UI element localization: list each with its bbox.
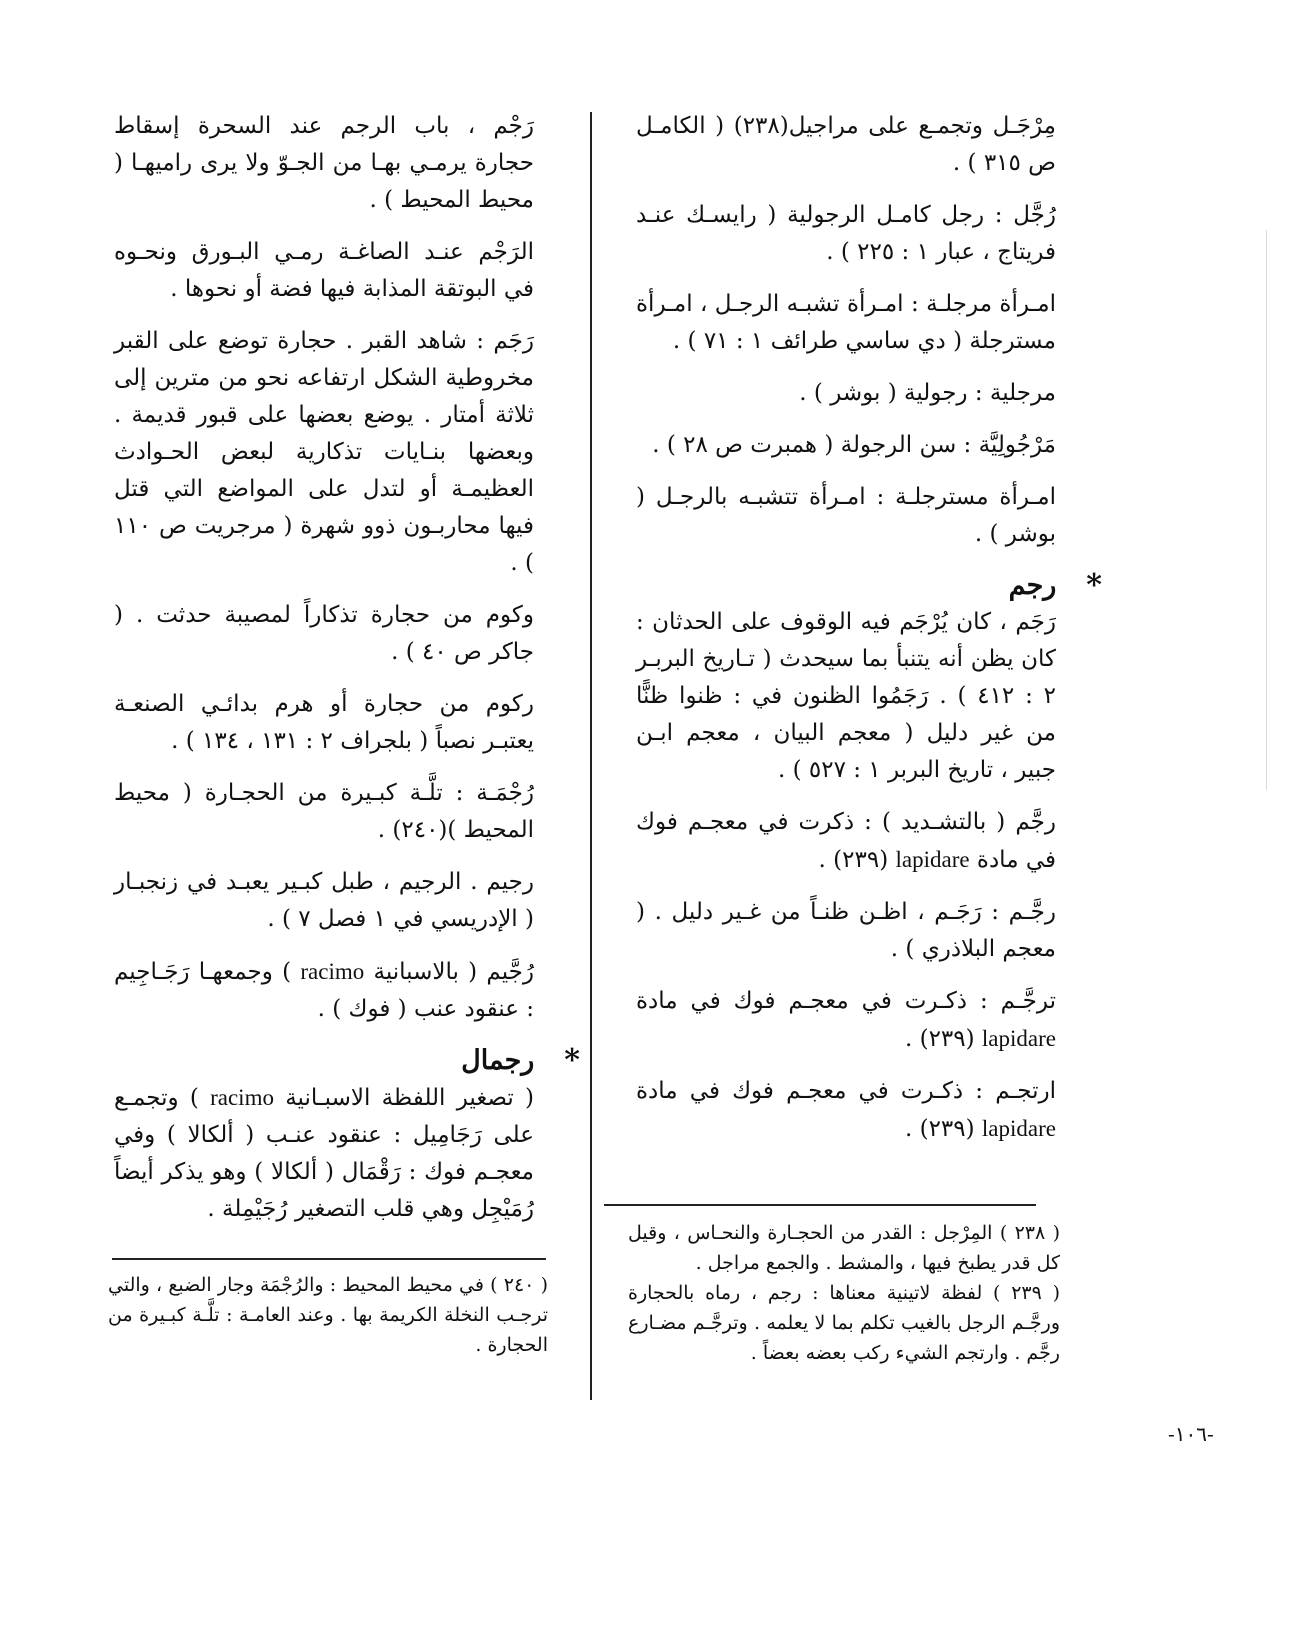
- right-column: [636, 108, 1102, 1163]
- entry-rujma: رُجْمَـة : تلَّـة كبـيرة من الحجـارة ( محيط المحيط )(٢٤٠) .: [114, 780, 534, 843]
- footnotes-left: [108, 1270, 548, 1360]
- footnote-rule-right: [604, 1204, 1036, 1206]
- entry-rujjaym-text: رُجَّيم ( بالاسبانية: [373, 959, 534, 985]
- scan-edge-line: [1266, 230, 1267, 790]
- footnote-ref: (٢٣٩) .: [904, 1116, 975, 1142]
- entry-marjuliya: مَرْجُولِيَّة : سن الرجولة ( همبرت ص ٢٨ ) .: [652, 432, 1056, 458]
- entry-rajm-sagha: الرَجْم عنـد الصاغـة رمـي البـورق ونحـوه في البوتقة المذابة فيها فضة أو نحوها .: [114, 239, 534, 302]
- footnotes-right: [628, 1218, 1060, 1368]
- entry-irtajam: [636, 1073, 1056, 1148]
- entry-kawm: وكوم من حجارة تذكاراً لمصيبة حدثت . ( جاكر ص ٤٠ ) .: [114, 602, 534, 665]
- entry-imraa-murjila: امـرأة مرجلـة : امـرأة تشبـه الرجـل ، امـرأة مسترجلة ( دي ساسي طرائف ١ : ٧١ ) .: [636, 291, 1056, 354]
- heading-rajmal-text: رجمال: [461, 1045, 535, 1076]
- entry-rajmal: [114, 1079, 534, 1228]
- entry-rajam-qabr: رَجَم : شاهد القبر . حجارة توضع على القبر مخروطية الشكل ارتفاعه نحو من مترين إلى ثلاثة أمتار . يوضع بعضها على قبور قديمة . وبعضها بنـايات تذكارية لبعض الحـوادث العظيمـة أو لتدل على المواضع التي قتل فيها محاربـون ذوو شهرة ( مرجريت ص ١١٠ ) .: [114, 328, 534, 576]
- entry-rajim: رجيم . الرجيم ، طبل كبـير يعبـد في زنجبـار ( الإدريسي في ١ فصل ٧ ) .: [114, 869, 534, 932]
- heading-rajam-text: رجم: [1008, 570, 1057, 601]
- asterisk-icon: *: [1086, 568, 1102, 603]
- entry-irtajam-text: ارتجـم : ذكـرت في معجـم فوك في مادة: [636, 1078, 1056, 1104]
- footnote-239: ( ٢٣٩ ) لفظة لاتينية معناها : رجم ، رماه بالحجارة ورجَّـم الرجل بالغيب تكلم بما لا يعلمه . وترجَّـم مضـارع رجَّم . وارتجم الشيء ركب بعضه بعضاً .: [628, 1282, 1061, 1364]
- asterisk-icon: *: [564, 1043, 580, 1078]
- heading-rajam: [636, 568, 1102, 604]
- latin-term: lapidare: [981, 1116, 1056, 1141]
- entry-rukum: ركوم من حجارة أو هرم بدائـي الصنعـة يعتبـر نصباً ( بلجراف ٢ : ١٣١ ، ١٣٤ ) .: [114, 691, 534, 754]
- page-number: -١٠٦-: [1168, 1422, 1214, 1446]
- entry-rujjal: رُجَّل : رجل كامـل الرجولية ( رايسـك عنـد فريتاج ، عبار ١ : ٢٢٥ ) .: [636, 202, 1056, 265]
- entry-rajam: رَجَم ، كان يُرْجَم فيه الوقوف على الحدثان : كان يظن أنه يتنبأ بما سيحدث ( تـاريخ البربـر ٢ : ٤١٢ ) . رَجَمُوا الظنون في : ظنوا ظنًّا من غير دليل ( معجم البيان ، معجم ابـن جبير ، تاريخ البربر ١ : ٥٢٧ ) .: [636, 609, 1056, 783]
- footnote-238: ( ٢٣٨ ) المِرْجل : القدر من الحجـارة والنحـاس ، وقيل كل قدر يطبخ فيها ، والمشط . والجمع مراجل .: [628, 1222, 1060, 1274]
- entry-rajm-sahara: رَجْم ، باب الرجم عند السحرة إسقاط حجارة يرمـي بهـا من الجـوّ ولا يرى راميهـا ( محيط المحيط ) .: [114, 113, 534, 213]
- entry-rajmal-rest: ) وتجمـع على رَجَامِيل : عنقود عنـب ( ألكالا ) وفي معجـم فوك : رَقْمَال ( ألكالا ) وهو يذكر أيضاً رُمَيْجِل وهي قلب التصغير رُجَيْمِلة .: [114, 1085, 534, 1222]
- latin-term: racimo: [210, 1085, 274, 1110]
- latin-term: racimo: [300, 959, 365, 984]
- footnote-ref: (٢٣٩) .: [904, 1026, 975, 1052]
- footnote-ref: (٢٣٩) .: [818, 847, 889, 873]
- entry-mirjal: مِرْجَـل وتجمـع على مراجيل(٢٣٨) ( الكامـل ص ٣١٥ ) .: [636, 113, 1056, 176]
- latin-term: lapidare: [895, 847, 970, 872]
- left-column: [114, 108, 580, 1243]
- heading-rajmal: [114, 1043, 580, 1079]
- entry-murjaliya: مرجلية : رجولية ( بوشر ) .: [799, 380, 1056, 406]
- footnote-rule-left: [112, 1258, 546, 1260]
- entry-rajjam-tashdid: [636, 804, 1056, 879]
- column-divider: [590, 112, 592, 1400]
- entry-rajjam-tashdid-text: رجَّم ( بالتشـديد ) : ذكرت في معجـم فوك في مادة: [636, 809, 1056, 873]
- footnote-240: ( ٢٤٠ ) في محيط المحيط : والرُجْمَة وجار الضبع ، والتي ترجـب النخلة الكريمة بها . وعند العامـة : تلَّـة كبـيرة من الحجارة .: [108, 1274, 548, 1356]
- latin-term: lapidare: [981, 1026, 1056, 1051]
- entry-tarajjam-text: ترجَّـم : ذكـرت في معجـم فوك في مادة: [636, 988, 1056, 1014]
- entry-rajjam-zann: رجَّـم : رَجَـم ، اظـن ظنـاً من غـير دليل . ( معجم البلاذري ) .: [636, 899, 1056, 962]
- entry-rujjaym: [114, 953, 534, 1028]
- entry-rajmal-text: ( تصغير اللفظة الاسبـانية: [285, 1085, 534, 1111]
- entry-rujjaym-rest: ) وجمعهـا رَجَـاجِيم : عنقود عنب ( فوك ) .: [114, 959, 534, 1022]
- entry-imraa-mustarjila: امـرأة مسترجلـة : امـرأة تتشبـه بالرجـل ( بوشر ) .: [636, 484, 1056, 547]
- entry-tarajjam: [636, 983, 1056, 1058]
